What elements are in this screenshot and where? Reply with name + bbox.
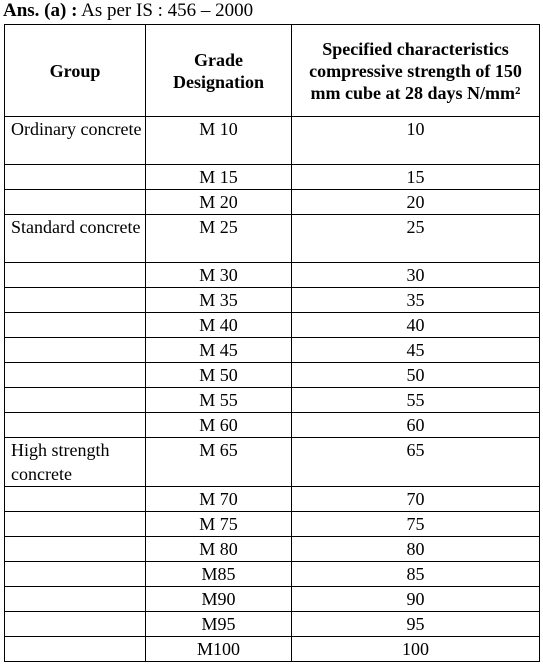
strength-value-cell: 15: [292, 165, 540, 190]
standard-reference: As per IS : 456 – 2000: [81, 0, 254, 21]
strength-value-cell: 60: [292, 413, 540, 438]
strength-value-cell: 50: [292, 363, 540, 388]
strength-value-cell: 70: [292, 487, 540, 512]
grade-cell: M85: [146, 562, 292, 587]
table-row: [5, 288, 540, 313]
table-row: [5, 190, 540, 215]
strength-value-cell: 100: [292, 637, 540, 662]
strength-value-cell: 95: [292, 612, 540, 637]
grade-cell: M 30: [146, 263, 292, 288]
grade-cell: M 60: [146, 413, 292, 438]
answer-heading: [3, 0, 253, 22]
table-row: [5, 612, 540, 637]
table-row: [5, 388, 540, 413]
strength-value-cell: 30: [292, 263, 540, 288]
group-cell: High strength concrete: [5, 438, 146, 487]
group-cell: Standard concrete: [5, 215, 146, 263]
table-row: [5, 313, 540, 338]
table-row: [5, 117, 540, 165]
table-row: [5, 363, 540, 388]
strength-value-cell: 85: [292, 562, 540, 587]
group-cell: [5, 612, 146, 637]
header-group: Group: [5, 25, 146, 117]
table-row: [5, 587, 540, 612]
table-row: [5, 537, 540, 562]
grade-cell: M 35: [146, 288, 292, 313]
group-cell: [5, 363, 146, 388]
grade-cell: M 80: [146, 537, 292, 562]
grade-cell: M 10: [146, 117, 292, 165]
table-row: [5, 562, 540, 587]
grade-cell: M 75: [146, 512, 292, 537]
strength-value-cell: 65: [292, 438, 540, 487]
table-row: [5, 438, 540, 487]
table-row: [5, 512, 540, 537]
strength-value-cell: 10: [292, 117, 540, 165]
grade-cell: M 15: [146, 165, 292, 190]
group-cell: [5, 388, 146, 413]
group-cell: [5, 587, 146, 612]
strength-value-cell: 40: [292, 313, 540, 338]
header-grade: Grade Designation: [146, 25, 292, 117]
strength-value-cell: 25: [292, 215, 540, 263]
group-cell: [5, 190, 146, 215]
group-cell: [5, 512, 146, 537]
group-cell: [5, 263, 146, 288]
group-cell: [5, 288, 146, 313]
table-row: [5, 487, 540, 512]
group-cell: [5, 338, 146, 363]
grade-cell: M 45: [146, 338, 292, 363]
table-header-row: [5, 25, 540, 117]
table-row: [5, 165, 540, 190]
group-cell: [5, 413, 146, 438]
grade-cell: M 20: [146, 190, 292, 215]
strength-value-cell: 20: [292, 190, 540, 215]
table-row: [5, 338, 540, 363]
grade-cell: M90: [146, 587, 292, 612]
strength-value-cell: 45: [292, 338, 540, 363]
strength-value-cell: 90: [292, 587, 540, 612]
grade-cell: M 40: [146, 313, 292, 338]
table-row: [5, 637, 540, 662]
concrete-grades-table: [4, 24, 540, 662]
grade-cell: M 65: [146, 438, 292, 487]
group-cell: [5, 313, 146, 338]
answer-label: Ans. (a) :: [3, 0, 78, 21]
strength-value-cell: 55: [292, 388, 540, 413]
grade-cell: M100: [146, 637, 292, 662]
header-strength: Specified characteristics compressive strength of 150 mm cube at 28 days N/mm²: [292, 25, 540, 117]
grade-cell: M 50: [146, 363, 292, 388]
group-cell: [5, 562, 146, 587]
group-cell: [5, 537, 146, 562]
group-cell: Ordinary concrete: [5, 117, 146, 165]
grade-cell: M 70: [146, 487, 292, 512]
group-cell: [5, 165, 146, 190]
grade-cell: M 25: [146, 215, 292, 263]
group-cell: [5, 487, 146, 512]
strength-value-cell: 80: [292, 537, 540, 562]
group-cell: [5, 637, 146, 662]
grade-cell: M95: [146, 612, 292, 637]
strength-value-cell: 75: [292, 512, 540, 537]
grade-cell: M 55: [146, 388, 292, 413]
table-row: [5, 413, 540, 438]
strength-value-cell: 35: [292, 288, 540, 313]
table-body: [5, 117, 540, 662]
table-row: [5, 215, 540, 263]
table-row: [5, 263, 540, 288]
